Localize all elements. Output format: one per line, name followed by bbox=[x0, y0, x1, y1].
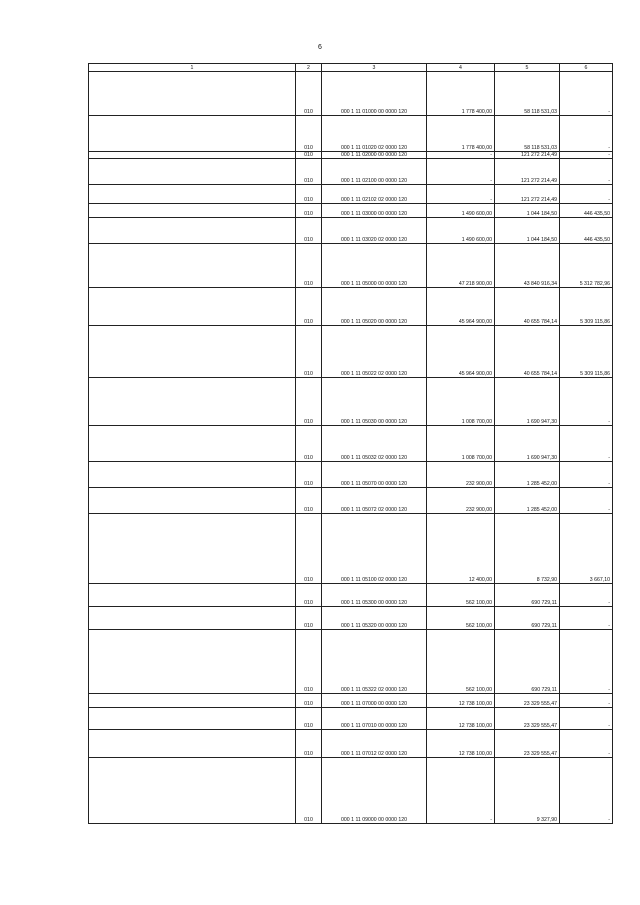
cell-c5: 121 272 214,49 bbox=[495, 159, 560, 185]
cell-kbk: 000 1 11 02100 00 0000 120 bbox=[322, 159, 427, 185]
cell-c5: 690 729,11 bbox=[495, 584, 560, 607]
cell-desc bbox=[89, 708, 296, 730]
cell-c6: - bbox=[560, 730, 613, 758]
cell-c5: 40 655 784,14 bbox=[495, 288, 560, 326]
cell-kbk: 000 1 11 05032 02 0000 120 bbox=[322, 426, 427, 462]
cell-c4: 562 100,00 bbox=[427, 607, 495, 630]
cell-c6: - bbox=[560, 426, 613, 462]
cell-c5: 23 329 555,47 bbox=[495, 730, 560, 758]
cell-c6: - bbox=[560, 607, 613, 630]
cell-c5: 23 329 555,47 bbox=[495, 694, 560, 708]
cell-code: 010 bbox=[296, 244, 322, 288]
cell-code: 010 bbox=[296, 116, 322, 152]
cell-code: 010 bbox=[296, 159, 322, 185]
table-row bbox=[89, 584, 613, 607]
cell-c4: 232 900,00 bbox=[427, 488, 495, 514]
cell-desc bbox=[89, 72, 296, 116]
cell-c6: - bbox=[560, 758, 613, 824]
table-row bbox=[89, 708, 613, 730]
cell-code: 010 bbox=[296, 630, 322, 694]
cell-c4: - bbox=[427, 185, 495, 204]
cell-code: 010 bbox=[296, 694, 322, 708]
cell-c6: - bbox=[560, 708, 613, 730]
cell-c5: 121 272 214,49 bbox=[495, 185, 560, 204]
revenue-report-table bbox=[88, 63, 613, 824]
cell-c5: 9 327,90 bbox=[495, 758, 560, 824]
cell-code: 010 bbox=[296, 758, 322, 824]
cell-kbk: 000 1 11 05322 02 0000 120 bbox=[322, 630, 427, 694]
cell-kbk: 000 1 11 01020 02 0000 120 bbox=[322, 116, 427, 152]
cell-c6: - bbox=[560, 630, 613, 694]
cell-kbk: 000 1 11 02000 00 0000 120 bbox=[322, 152, 427, 159]
cell-desc bbox=[89, 584, 296, 607]
table-row bbox=[89, 730, 613, 758]
cell-c5: 1 044 184,50 bbox=[495, 218, 560, 244]
cell-c6: 446 435,50 bbox=[560, 218, 613, 244]
cell-kbk: 000 1 11 05000 00 0000 120 bbox=[322, 244, 427, 288]
column-header: 3 bbox=[322, 64, 427, 72]
table-row bbox=[89, 488, 613, 514]
cell-c6: 3 667,10 bbox=[560, 514, 613, 584]
cell-c5: 58 118 531,03 bbox=[495, 116, 560, 152]
cell-desc bbox=[89, 218, 296, 244]
cell-kbk: 000 1 11 07012 02 0000 120 bbox=[322, 730, 427, 758]
cell-kbk: 000 1 11 01000 00 0000 120 bbox=[322, 72, 427, 116]
table-row bbox=[89, 288, 613, 326]
cell-code: 010 bbox=[296, 514, 322, 584]
cell-kbk: 000 1 11 03000 00 0000 120 bbox=[322, 204, 427, 218]
cell-c4: 1 008 700,00 bbox=[427, 426, 495, 462]
table-row bbox=[89, 218, 613, 244]
cell-kbk: 000 1 11 05070 00 0000 120 bbox=[322, 462, 427, 488]
cell-c6: - bbox=[560, 378, 613, 426]
cell-code: 010 bbox=[296, 204, 322, 218]
table-row bbox=[89, 244, 613, 288]
cell-c6: - bbox=[560, 159, 613, 185]
table-row bbox=[89, 204, 613, 218]
cell-c4: 47 218 900,00 bbox=[427, 244, 495, 288]
table-row bbox=[89, 116, 613, 152]
cell-c5: 690 729,11 bbox=[495, 607, 560, 630]
cell-desc bbox=[89, 607, 296, 630]
cell-c4: 45 964 900,00 bbox=[427, 288, 495, 326]
table-row bbox=[89, 185, 613, 204]
cell-kbk: 000 1 11 07010 00 0000 120 bbox=[322, 708, 427, 730]
cell-desc bbox=[89, 514, 296, 584]
cell-c6: - bbox=[560, 185, 613, 204]
cell-c6: 446 435,50 bbox=[560, 204, 613, 218]
cell-c4: 562 100,00 bbox=[427, 630, 495, 694]
cell-kbk: 000 1 11 05300 00 0000 120 bbox=[322, 584, 427, 607]
cell-c4: 12 738 100,00 bbox=[427, 730, 495, 758]
cell-desc bbox=[89, 326, 296, 378]
column-header: 5 bbox=[495, 64, 560, 72]
cell-desc bbox=[89, 730, 296, 758]
cell-kbk: 000 1 11 09000 00 0000 120 bbox=[322, 758, 427, 824]
cell-desc bbox=[89, 630, 296, 694]
cell-code: 010 bbox=[296, 730, 322, 758]
cell-c4: 1 008 700,00 bbox=[427, 378, 495, 426]
column-header: 1 bbox=[89, 64, 296, 72]
cell-desc bbox=[89, 426, 296, 462]
cell-c5: 43 840 916,34 bbox=[495, 244, 560, 288]
cell-c4: - bbox=[427, 152, 495, 159]
cell-code: 010 bbox=[296, 426, 322, 462]
cell-desc bbox=[89, 185, 296, 204]
table-body bbox=[89, 72, 613, 824]
cell-c5: 1 690 947,30 bbox=[495, 378, 560, 426]
table-row bbox=[89, 378, 613, 426]
cell-c4: 1 778 400,00 bbox=[427, 72, 495, 116]
table-row bbox=[89, 72, 613, 116]
cell-c4: 12 738 100,00 bbox=[427, 708, 495, 730]
cell-c6: 5 312 782,96 bbox=[560, 244, 613, 288]
cell-kbk: 000 1 11 05030 00 0000 120 bbox=[322, 378, 427, 426]
cell-c6: - bbox=[560, 462, 613, 488]
cell-code: 010 bbox=[296, 584, 322, 607]
cell-kbk: 000 1 11 07000 00 0000 120 bbox=[322, 694, 427, 708]
cell-c4: 45 964 900,00 bbox=[427, 326, 495, 378]
table-row bbox=[89, 326, 613, 378]
cell-c5: 690 729,11 bbox=[495, 630, 560, 694]
cell-c6: 5 309 115,86 bbox=[560, 288, 613, 326]
cell-c5: 1 044 184,50 bbox=[495, 204, 560, 218]
cell-code: 010 bbox=[296, 378, 322, 426]
cell-code: 010 bbox=[296, 185, 322, 204]
cell-desc bbox=[89, 244, 296, 288]
cell-code: 010 bbox=[296, 218, 322, 244]
cell-desc bbox=[89, 378, 296, 426]
cell-code: 010 bbox=[296, 326, 322, 378]
page-number: 6 bbox=[318, 44, 322, 51]
table-row bbox=[89, 607, 613, 630]
cell-c5: 1 285 452,00 bbox=[495, 488, 560, 514]
cell-code: 010 bbox=[296, 607, 322, 630]
cell-c5: 8 732,90 bbox=[495, 514, 560, 584]
cell-desc bbox=[89, 758, 296, 824]
cell-kbk: 000 1 11 03020 02 0000 120 bbox=[322, 218, 427, 244]
cell-c4: - bbox=[427, 159, 495, 185]
cell-kbk: 000 1 11 05320 00 0000 120 bbox=[322, 607, 427, 630]
cell-c5: 23 329 555,47 bbox=[495, 708, 560, 730]
cell-c4: 1 490 600,00 bbox=[427, 218, 495, 244]
cell-desc bbox=[89, 159, 296, 185]
cell-c6: - bbox=[560, 116, 613, 152]
cell-desc bbox=[89, 462, 296, 488]
cell-desc bbox=[89, 152, 296, 159]
cell-kbk: 000 1 11 05020 00 0000 120 bbox=[322, 288, 427, 326]
cell-code: 010 bbox=[296, 288, 322, 326]
cell-c4: 12 738 100,00 bbox=[427, 694, 495, 708]
cell-c5: 58 118 531,03 bbox=[495, 72, 560, 116]
cell-c4: 12 400,00 bbox=[427, 514, 495, 584]
column-header: 2 bbox=[296, 64, 322, 72]
table-row bbox=[89, 159, 613, 185]
table-row bbox=[89, 514, 613, 584]
cell-c4: - bbox=[427, 758, 495, 824]
cell-kbk: 000 1 11 05072 02 0000 120 bbox=[322, 488, 427, 514]
column-header: 6 bbox=[560, 64, 613, 72]
cell-c5: 121 272 214,49 bbox=[495, 152, 560, 159]
cell-c5: 40 655 784,14 bbox=[495, 326, 560, 378]
cell-c4: 562 100,00 bbox=[427, 584, 495, 607]
cell-kbk: 000 1 11 05022 02 0000 120 bbox=[322, 326, 427, 378]
cell-c5: 1 285 452,00 bbox=[495, 462, 560, 488]
cell-code: 010 bbox=[296, 72, 322, 116]
table-row bbox=[89, 630, 613, 694]
table-row bbox=[89, 694, 613, 708]
cell-desc bbox=[89, 488, 296, 514]
cell-c6: - bbox=[560, 694, 613, 708]
cell-c4: 1 490 600,00 bbox=[427, 204, 495, 218]
cell-desc bbox=[89, 116, 296, 152]
cell-kbk: 000 1 11 05100 02 0000 120 bbox=[322, 514, 427, 584]
cell-c4: 232 900,00 bbox=[427, 462, 495, 488]
cell-c6: - bbox=[560, 488, 613, 514]
cell-c6: - bbox=[560, 152, 613, 159]
cell-code: 010 bbox=[296, 462, 322, 488]
cell-c6: - bbox=[560, 584, 613, 607]
cell-c6: 5 309 115,86 bbox=[560, 326, 613, 378]
cell-code: 010 bbox=[296, 152, 322, 159]
table-header-row bbox=[89, 64, 613, 72]
cell-kbk: 000 1 11 02102 02 0000 120 bbox=[322, 185, 427, 204]
cell-code: 010 bbox=[296, 708, 322, 730]
cell-c5: 1 690 947,30 bbox=[495, 426, 560, 462]
cell-c6: - bbox=[560, 72, 613, 116]
table-row bbox=[89, 152, 613, 159]
cell-desc bbox=[89, 204, 296, 218]
table-row bbox=[89, 426, 613, 462]
column-header: 4 bbox=[427, 64, 495, 72]
table-row bbox=[89, 462, 613, 488]
table-row bbox=[89, 758, 613, 824]
cell-c4: 1 778 400,00 bbox=[427, 116, 495, 152]
cell-code: 010 bbox=[296, 488, 322, 514]
cell-desc bbox=[89, 694, 296, 708]
cell-desc bbox=[89, 288, 296, 326]
